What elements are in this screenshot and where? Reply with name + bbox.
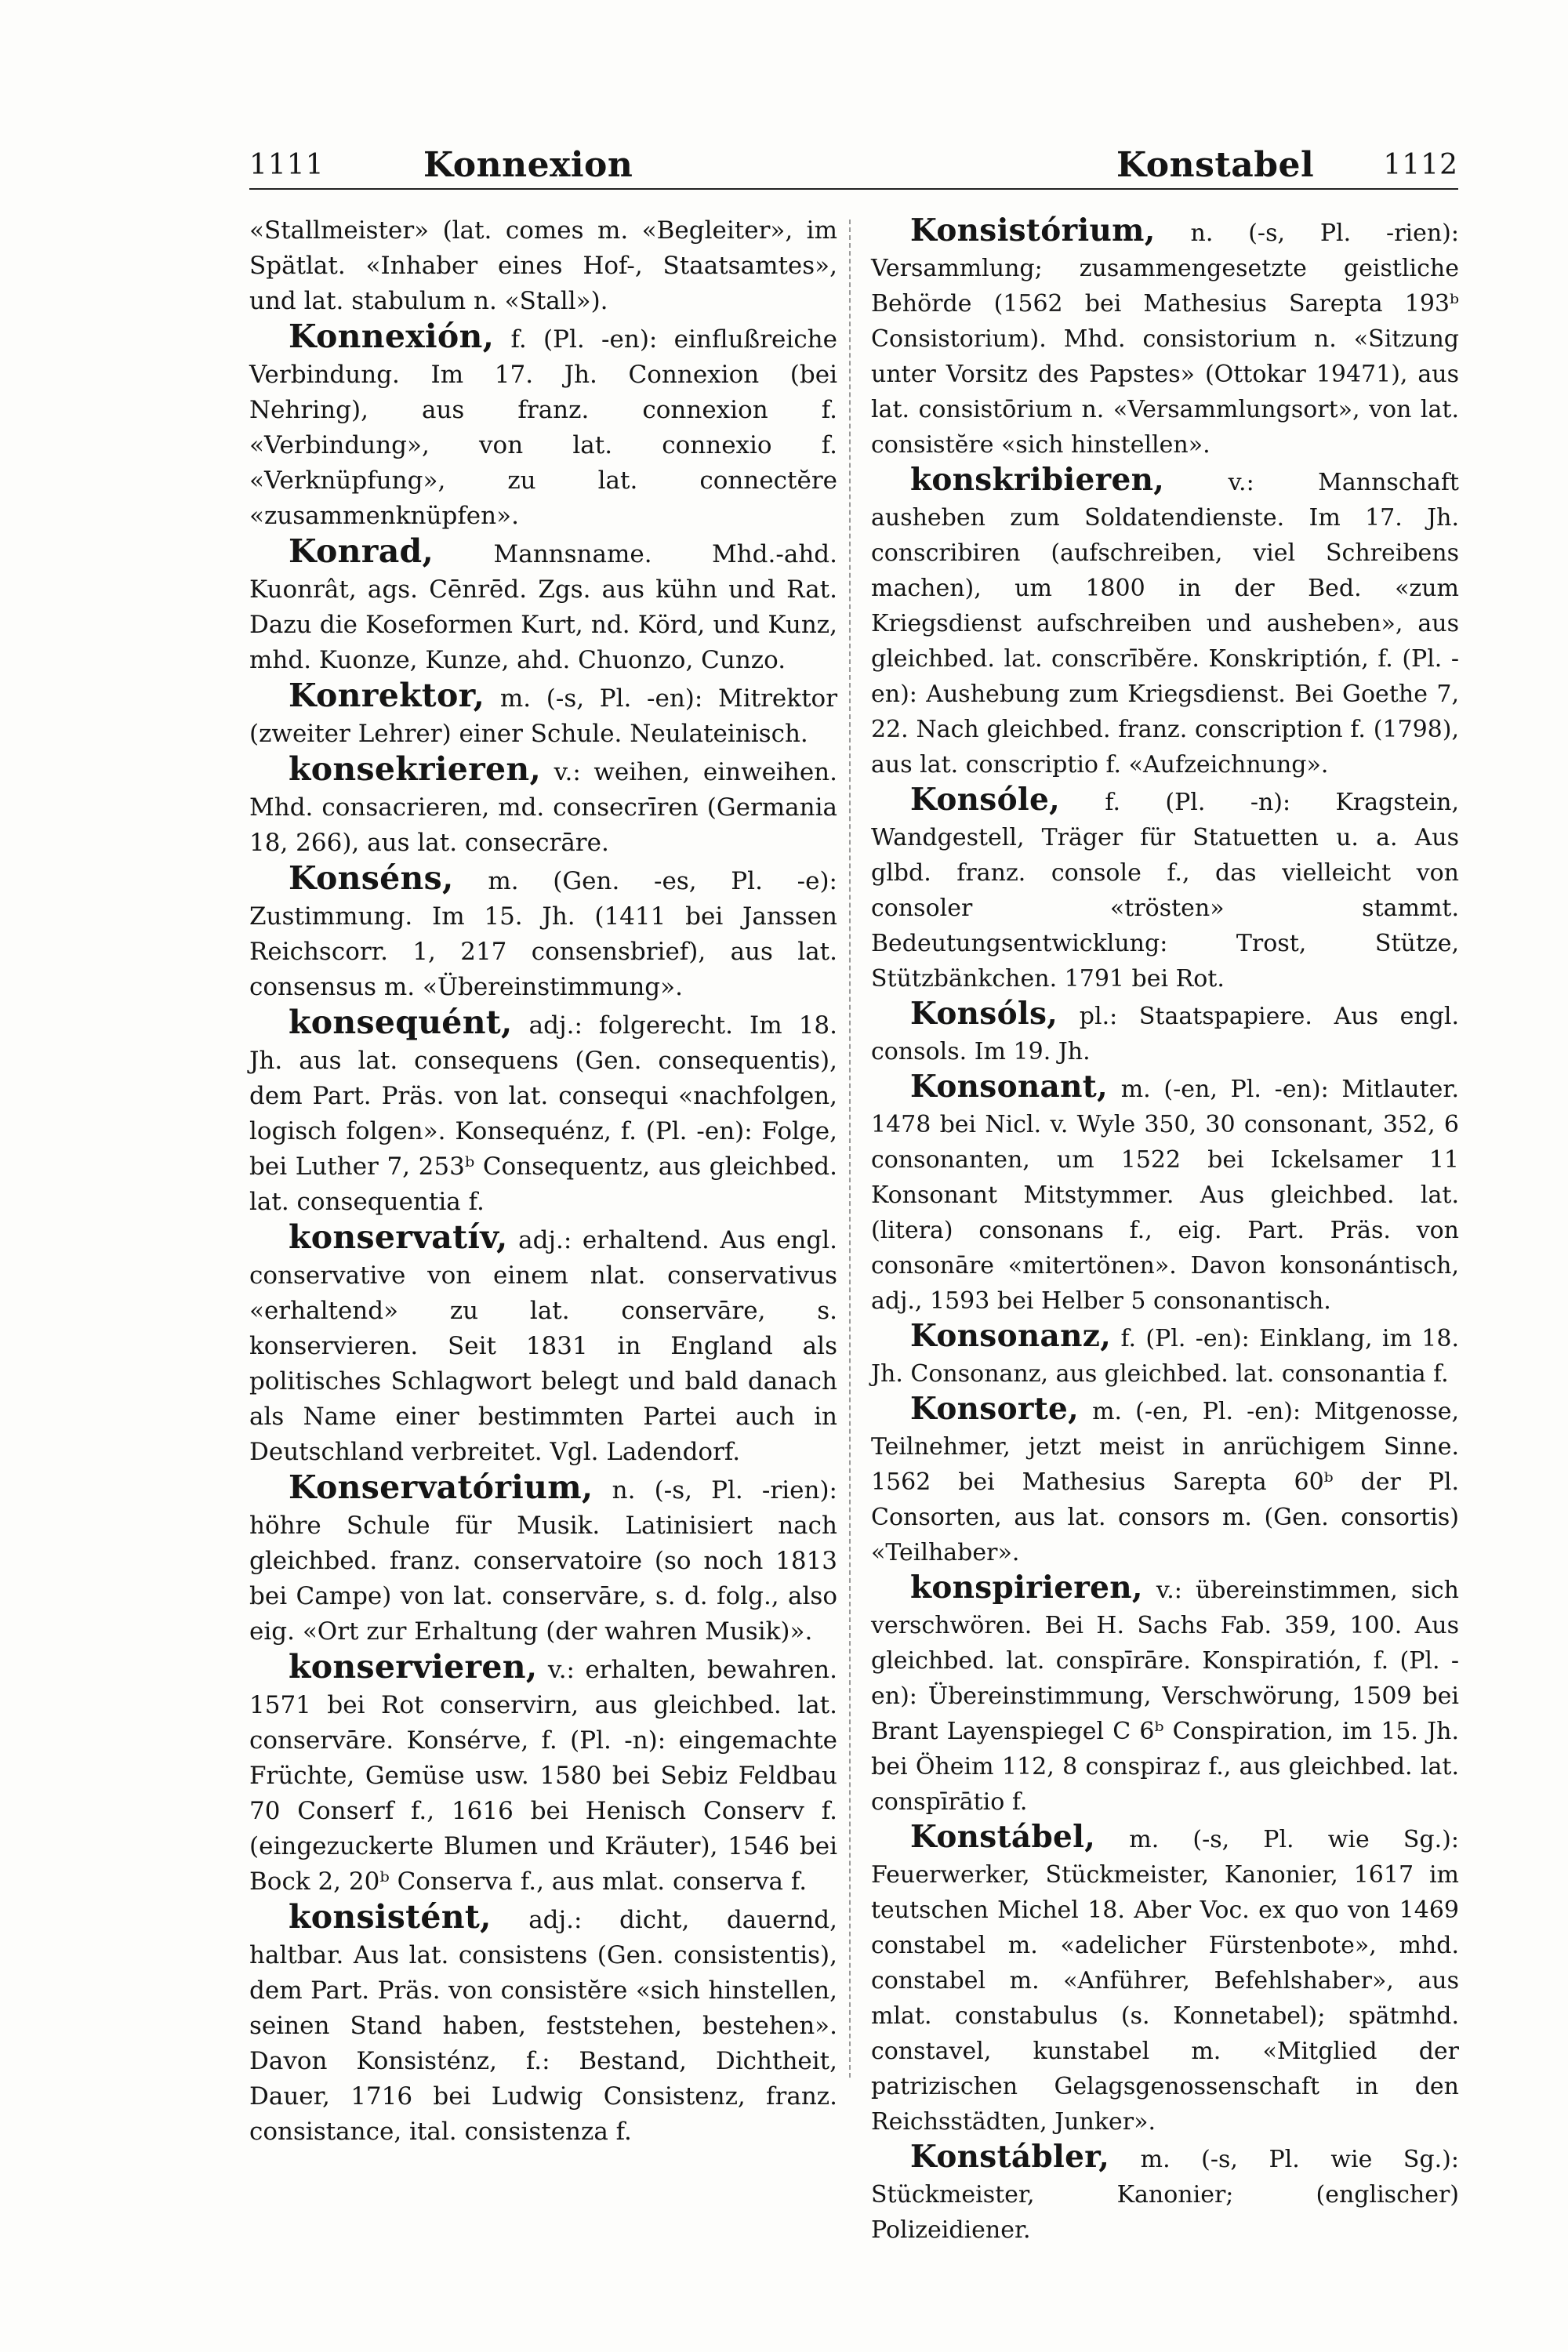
entry-text: v.: übereinstimmen, sich verschwören. Bei H. Sachs Fab. 359, 100. Aus gleichbed. lat. conspīrāre. Konspiratión, f. (Pl. -en): Übereinstimmung, Verschwörung, 1509 bei Brant Layenspiegel C 6ᵇ Conspiration, im 15. Jh. bei Öheim 112, 8 conspiraz f., aus gleichbed. lat. conspīrātio f.: [871, 1577, 1459, 1816]
dictionary-entry: [871, 1392, 1459, 1570]
entry-text: adj.: dicht, dauernd, haltbar. Aus lat. consistens (Gen. consistentis), dem Part. Präs. von consistĕre «sich hinstellen, seinen Stand haben, feststehen, bestehen». Davon Konsisténz, f.: Bestand, Dichtheit, Dauer, 1716 bei Ludwig Consistenz, franz. consistance, ital. consistenza f.: [249, 1906, 837, 2146]
entry-headword: konspirieren,: [910, 1570, 1143, 1606]
entry-text: n. (-s, Pl. -rien): höhre Schule für Musik. Latinisiert nach gleichbed. franz. conservatoire (so noch 1813 bei Campe) von lat. conservāre, s. d. folg., also eig. «Ort zur Erhaltung (der wahren Musik)».: [249, 1476, 837, 1646]
entry-headword: Konsonanz,: [910, 1318, 1112, 1354]
dictionary-entry: [249, 861, 837, 1005]
entry-text: v.: Mannschaft ausheben zum Soldatendienste. Im 17. Jh. conscribiren (aufschreiben, viel Schreibens machen), um 1800 in der Bed. «zum Kriegsdienst aufschreiben und ausheben», aus gleichbed. lat. conscrībĕre. Konskriptión, f. (Pl. -en): Aushebung zum Kriegsdienst. Bei Goethe 7, 22. Nach gleichbed. franz. conscription f. (1798), aus lat. conscriptio f. «Aufzeichnung».: [871, 469, 1459, 779]
entry-headword: konservatív,: [289, 1218, 508, 1256]
entry-headword: Konsóls,: [910, 996, 1058, 1032]
dictionary-entry: [249, 752, 837, 861]
entry-headword: Konstábel,: [910, 1819, 1096, 1855]
entry-headword: konsequént,: [289, 1004, 513, 1041]
dictionary-entry: [871, 463, 1459, 782]
entry-text: pl.: Staatspapiere. Aus engl. consols. Im 19. Jh.: [871, 1003, 1459, 1065]
entry-headword: konskribieren,: [910, 462, 1165, 498]
entry-text: f. (Pl. -en): Einklang, im 18. Jh. Consonanz, aus gleichbed. lat. consonantia f.: [871, 1325, 1459, 1388]
entry-headword: Konsóle,: [910, 782, 1060, 818]
entry-text: m. (-s, Pl. wie Sg.): Stückmeister, Kanonier; (englischer) Polizeidiener.: [871, 2146, 1459, 2244]
dictionary-entry: [871, 996, 1459, 1069]
right-column: [871, 213, 1459, 2248]
entry-headword: konsekrieren,: [289, 750, 542, 788]
entry-headword: Konnexión,: [289, 318, 495, 355]
dictionary-entry: [249, 213, 837, 319]
entry-text: m. (Gen. -es, Pl. -e): Zustimmung. Im 15. Jh. (1411 bei Janssen Reichscorr. 1, 217 consensbrief), aus lat. consensus m. «Übereinstimmung».: [249, 867, 838, 1001]
entry-text: f. (Pl. -en): einflußreiche Verbindung. Im 17. Jh. Connexion (bei Nehring), aus franz. connexion f. «Verbindung», von lat. connexio f. «Verknüpfung», zu lat. connectĕre «zusammenknüpfen».: [249, 325, 837, 530]
entry-text: m. (-s, Pl. -en): Mitrektor (zweiter Lehrer) einer Schule. Neulateinisch.: [249, 684, 838, 748]
dictionary-entry: [249, 319, 837, 534]
dictionary-entry: [871, 2140, 1459, 2248]
entry-headword: Konservatórium,: [289, 1468, 593, 1506]
entry-headword: konsistént,: [289, 1898, 492, 1936]
entry-text: «Stallmeister» (lat. comes m. «Begleiter», im Spätlat. «Inhaber eines Hof-, Staatsamtes», und lat. stabulum n. «Stall»).: [249, 216, 837, 315]
dictionary-entry: [249, 1005, 837, 1220]
entry-text: m. (-en, Pl. -en): Mitlauter. 1478 bei Nicl. v. Wyle 350, 30 consonant, 352, 6 consonanten, um 1522 bei Ickelsamer 11 Konsonant Mitstymmer. Aus gleichbed. lat. (litera) consonans f., eig. Part. Präs. von consonāre «mitertönen». Davon konsonántisch, adj., 1593 bei Helber 5 consonantisch.: [871, 1076, 1459, 1315]
entry-text: v.: weihen, einweihen. Mhd. consacrieren, md. consecrīren (Germania 18, 266), aus lat. consecrāre.: [249, 758, 838, 857]
dictionary-entry: [249, 1650, 837, 1900]
dictionary-entry: [249, 678, 837, 752]
running-header: [249, 143, 1458, 188]
header-rule: [249, 188, 1458, 190]
entry-headword: Konstábler,: [910, 2139, 1110, 2175]
entry-headword: Konséns,: [289, 859, 454, 897]
page-number-right: 1112: [1383, 149, 1458, 181]
entry-headword: Konrad,: [289, 532, 434, 570]
entry-text: m. (-s, Pl. wie Sg.): Feuerwerker, Stückmeister, Kanonier, 1617 im teutschen Michel 18. Aber Voc. ex quo von 1469 constabel m. «adelicher Fürstenbote», mhd. constabel m. «Anführer, Befehlshaber», aus mlat. constabulus (s. Konnetabel); spätmhd. constavel, kunstabel m. «Mitglied der patrizischen Gelagsgenossenschaft in den Reichsstädten, Junker».: [871, 1826, 1459, 2136]
column-divider: [849, 220, 851, 2078]
entry-text: Mannsname. Mhd.-ahd. Kuonrât, ags. Cēnrēd. Zgs. aus kühn und Rat. Dazu die Koseformen Kurt, nd. Körd, und Kunz, mhd. Kuonze, Kunze, ahd. Chuonzo, Cunzo.: [249, 540, 837, 674]
entry-headword: Konsorte,: [910, 1391, 1080, 1427]
header-title-right: Konstabel: [1116, 145, 1315, 185]
entry-text: n. (-s, Pl. -rien): Versammlung; zusammengesetzte geistliche Behörde (1562 bei Mathesius Sarepta 193ᵇ Consistorium). Mhd. consistorium n. «Sitzung unter Vorsitz des Papstes» (Ottokar 19471), aus lat. consistōrium n. «Versammlungsort», von lat. consistĕre «sich hinstellen».: [871, 220, 1459, 459]
entry-text: f. (Pl. -n): Kragstein, Wandgestell, Träger für Statuetten u. a. Aus glbd. franz. console f., das vielleicht von consoler «trösten» stammt. Bedeutungsentwicklung: Trost, Stütze, Stützbänkchen. 1791 bei Rot.: [871, 789, 1459, 993]
entry-headword: Konrektor,: [289, 677, 485, 714]
entry-headword: Konsonant,: [910, 1069, 1108, 1105]
entry-text: adj.: erhaltend. Aus engl. conservative von einem nlat. conservativus «erhaltend» zu lat. conservāre, s. konservieren. Seit 1831 in England als politisches Schlagwort belegt und bald danach als Name einer bestimmten Partei auch in Deutschland verbreitet. Vgl. Ladendorf.: [249, 1226, 837, 1466]
dictionary-entry: [249, 1470, 837, 1650]
dictionary-entry: [871, 1319, 1459, 1392]
dictionary-entry: [249, 1900, 837, 2150]
entry-text: adj.: folgerecht. Im 18. Jh. aus lat. consequens (Gen. consequentis), dem Part. Präs. von lat. consequi «nachfolgen, logisch folgen». Konsequénz, f. (Pl. -en): Folge, bei Luther 7, 253ᵇ Consequentz, aus gleichbed. lat. consequentia f.: [249, 1011, 837, 1216]
dictionary-entry: [871, 1069, 1459, 1319]
entry-headword: konservieren,: [289, 1648, 538, 1686]
entry-headword: Konsistórium,: [910, 212, 1156, 249]
dictionary-entry: [871, 1820, 1459, 2140]
page-number-left: 1111: [249, 149, 325, 181]
dictionary-entry: [871, 1570, 1459, 1820]
entry-text: m. (-en, Pl. -en): Mitgenosse, Teilnehmer, jetzt meist in anrüchigem Sinne. 1562 bei Mathesius Sarepta 60ᵇ der Pl. Consorten, aus lat. consors m. (Gen. consortis) «Teilhaber».: [871, 1398, 1459, 1566]
dictionary-entry: [871, 782, 1459, 996]
dictionary-entry: [871, 213, 1459, 463]
dictionary-entry: [249, 534, 837, 678]
entry-text: v.: erhalten, bewahren. 1571 bei Rot conservirn, aus gleichbed. lat. conservāre. Konsérve, f. (Pl. -n): eingemachte Früchte, Gemüse usw. 1580 bei Sebiz Feldbau 70 Conserf f., 1616 bei Henisch Conserv f. (eingezuckerte Blumen und Kräuter), 1546 bei Bock 2, 20ᵇ Conserva f., aus mlat. conserva f.: [249, 1656, 837, 1896]
dictionary-entry: [249, 1220, 837, 1470]
header-title-left: Konnexion: [423, 145, 633, 185]
left-column: [249, 213, 837, 2150]
